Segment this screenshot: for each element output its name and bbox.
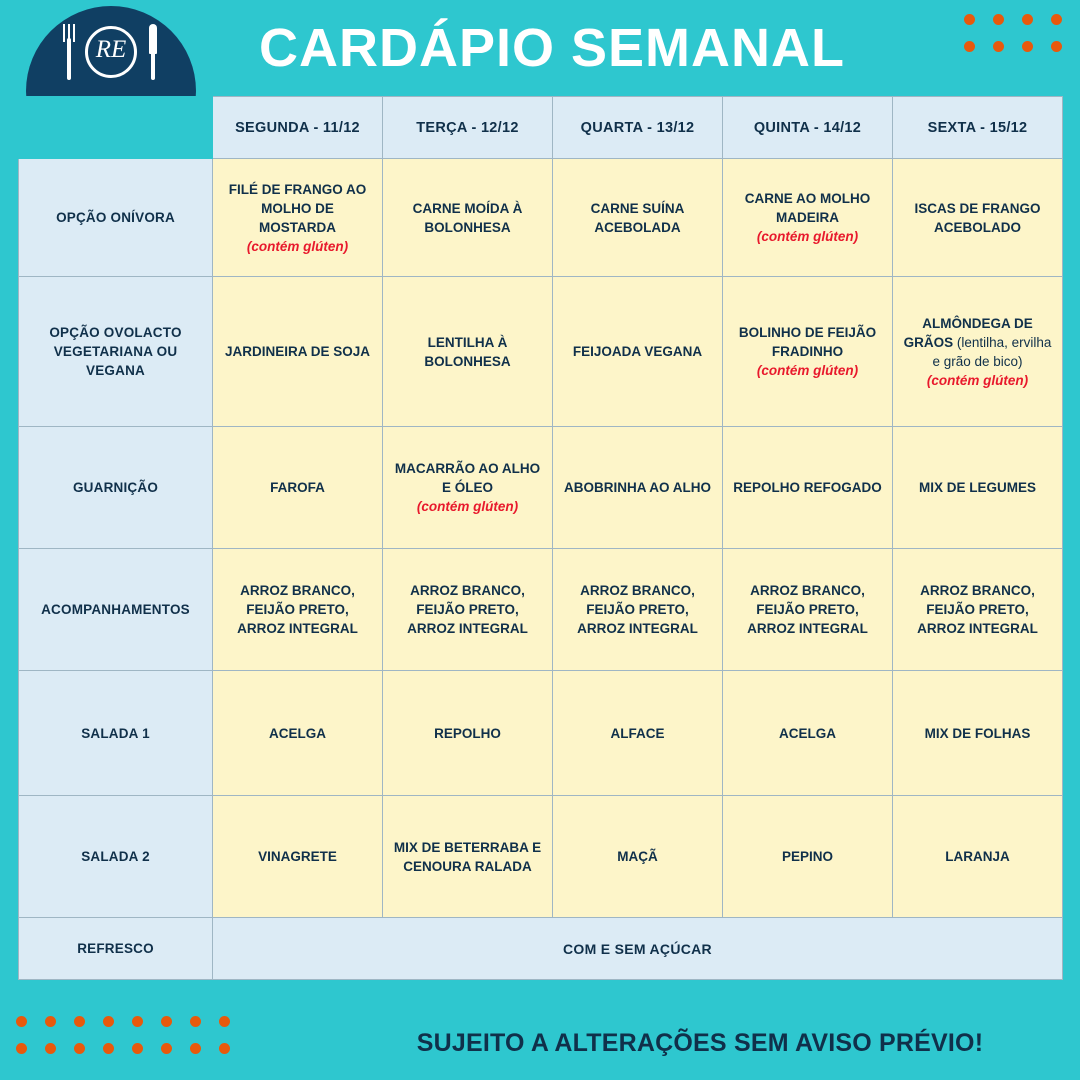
dot-icon: [103, 1016, 114, 1027]
cell-text: BOLINHO DE FEIJÃO FRADINHO: [738, 325, 877, 359]
knife-icon: [147, 24, 159, 80]
gluten-warning: (contém glúten): [756, 363, 859, 378]
cell-text: ARROZ BRANCO, FEIJÃO PRETO, ARROZ INTEGRAL: [407, 583, 528, 636]
cell-text: JARDINEIRA DE SOJA: [224, 344, 371, 359]
dot-icon: [1022, 41, 1033, 52]
table-cell: [723, 159, 893, 277]
column-header-quarta: QUARTA - 13/12: [553, 97, 723, 159]
logo-mark: [51, 24, 171, 102]
dot-icon: [219, 1016, 230, 1027]
table-cell: [893, 427, 1063, 549]
cell-text: ISCAS DE FRANGO ACEBOLADO: [914, 200, 1041, 235]
table-cell: [893, 277, 1063, 427]
table-cell: [383, 277, 553, 427]
table-cell: [893, 796, 1063, 918]
cell-text: ALMÔNDEGA DE GRÃOS: [903, 315, 1033, 350]
dot-icon: [16, 1016, 27, 1027]
dot-icon: [161, 1043, 172, 1054]
table-header-row: [19, 97, 1063, 159]
cell-text: CARNE MOÍDA À BOLONHESA: [412, 200, 523, 235]
dot-icon: [964, 14, 975, 25]
menu-table: [18, 96, 1063, 980]
dot-icon: [993, 14, 1004, 25]
dot-icon: [993, 41, 1004, 52]
dot-icon: [45, 1043, 56, 1054]
dot-icon: [161, 1016, 172, 1027]
cell-text: ARROZ BRANCO, FEIJÃO PRETO, ARROZ INTEGRAL: [917, 583, 1038, 636]
table-cell: [383, 796, 553, 918]
menu-table-wrapper: [18, 96, 1062, 980]
cell-text: ARROZ BRANCO, FEIJÃO PRETO, ARROZ INTEGRAL: [747, 583, 868, 636]
dot-icon: [190, 1016, 201, 1027]
cell-text: ARROZ BRANCO, FEIJÃO PRETO, ARROZ INTEGRAL: [237, 583, 358, 636]
gluten-warning: (contém glúten): [416, 499, 519, 514]
row-label-onivora: OPÇÃO ONÍVORA: [19, 159, 213, 277]
dot-icon: [190, 1043, 201, 1054]
cell-text: REPOLHO: [434, 725, 501, 741]
table-row: [19, 277, 1063, 427]
table-row: [19, 427, 1063, 549]
dot-icon: [964, 41, 975, 52]
column-header-segunda: SEGUNDA - 11/12: [213, 97, 383, 159]
table-row: [19, 549, 1063, 671]
cell-text: ACELGA: [779, 725, 836, 741]
row-label-vegetariana: OPÇÃO OVOLACTO VEGETARIANA OU VEGANA: [19, 277, 213, 427]
table-cell: [893, 549, 1063, 671]
cell-text: PEPINO: [781, 849, 833, 864]
dot-icon: [103, 1043, 114, 1054]
table-cell: [723, 427, 893, 549]
table-cell: [213, 427, 383, 549]
dot-icon: [1051, 41, 1062, 52]
table-cell: [553, 159, 723, 277]
cell-text: ACELGA: [269, 725, 326, 741]
cell-text: MAÇÃ: [617, 849, 658, 864]
decorative-dots-bottom-left: [16, 1016, 356, 1070]
cell-text: CARNE AO MOLHO MADEIRA: [744, 191, 871, 225]
table-cell: [723, 549, 893, 671]
dot-icon: [219, 1043, 230, 1054]
column-header-terca: TERÇA - 12/12: [383, 97, 553, 159]
cell-text: ABOBRINHA AO ALHO: [564, 480, 711, 495]
dot-icon: [45, 1016, 56, 1027]
table-cell: [383, 427, 553, 549]
cell-text: CARNE SUÍNA ACEBOLADA: [590, 200, 685, 235]
table-cell: [553, 796, 723, 918]
dot-icon: [132, 1016, 143, 1027]
cell-text: LARANJA: [945, 849, 1010, 864]
dot-icon: [1051, 14, 1062, 25]
row-label-salada-2: SALADA 2: [19, 796, 213, 918]
table-row: [19, 796, 1063, 918]
footer-note: SUJEITO A ALTERAÇÕES SEM AVISO PRÉVIO!: [416, 1029, 984, 1057]
cell-text: MACARRÃO AO ALHO E ÓLEO: [394, 461, 541, 495]
dot-icon: [74, 1016, 85, 1027]
decorative-dots-top-right: [902, 14, 1062, 68]
row-label-guarnicao: GUARNIÇÃO: [19, 427, 213, 549]
table-cell: [213, 277, 383, 427]
dot-icon: [1022, 14, 1033, 25]
table-cell: [723, 796, 893, 918]
table-cell: [723, 671, 893, 796]
table-corner-cell: [19, 97, 213, 159]
column-header-sexta: SEXTA - 15/12: [893, 97, 1063, 159]
gluten-warning: (contém glúten): [926, 372, 1029, 388]
table-cell: [893, 671, 1063, 796]
cell-text: MIX DE FOLHAS: [924, 725, 1031, 741]
table-cell: [383, 549, 553, 671]
table-cell: [213, 796, 383, 918]
row-label-salada-1: SALADA 1: [19, 671, 213, 796]
table-cell: [383, 671, 553, 796]
dot-icon: [74, 1043, 85, 1054]
table-cell: [553, 277, 723, 427]
cell-text: REPOLHO REFOGADO: [733, 480, 882, 495]
dot-icon: [16, 1043, 27, 1054]
table-cell: [553, 549, 723, 671]
table-cell: [893, 159, 1063, 277]
table-cell: [553, 427, 723, 549]
logo-monogram: RE: [95, 36, 127, 63]
table-cell: [723, 277, 893, 427]
cell-text: ARROZ BRANCO, FEIJÃO PRETO, ARROZ INTEGRAL: [577, 583, 698, 636]
row-label-acompanhamentos: ACOMPANHAMENTOS: [19, 549, 213, 671]
table-cell: [213, 549, 383, 671]
cell-text: FEIJOADA VEGANA: [572, 344, 703, 359]
gluten-warning: (contém glúten): [756, 229, 859, 244]
table-row: [19, 159, 1063, 277]
cell-text: MIX DE BETERRABA E CENOURA RALADA: [393, 839, 542, 874]
cell-text: FAROFA: [270, 480, 325, 495]
table-cell: [383, 159, 553, 277]
table-cell: [213, 159, 383, 277]
table-row: [19, 918, 1063, 980]
row-label-refresco: REFRESCO: [19, 918, 213, 980]
table-row: [19, 671, 1063, 796]
column-header-quinta: QUINTA - 14/12: [723, 97, 893, 159]
gluten-warning: (contém glúten): [246, 238, 349, 254]
table-cell: [213, 671, 383, 796]
cell-text: ALFACE: [610, 725, 665, 741]
table-cell: [553, 671, 723, 796]
cell-text: VINAGRETE: [258, 849, 337, 864]
cell-subtext: (lentilha, ervilha e grão de bico): [932, 334, 1052, 369]
cell-text: FILÉ DE FRANGO AO MOLHO DE MOSTARDA: [228, 181, 367, 235]
page-title: CARDÁPIO SEMANAL: [258, 18, 845, 78]
cell-text: LENTILHA À BOLONHESA: [424, 334, 511, 369]
dot-icon: [132, 1043, 143, 1054]
cell-text: MIX DE LEGUMES: [918, 480, 1036, 495]
refresco-value: COM E SEM AÇÚCAR: [213, 918, 1063, 980]
